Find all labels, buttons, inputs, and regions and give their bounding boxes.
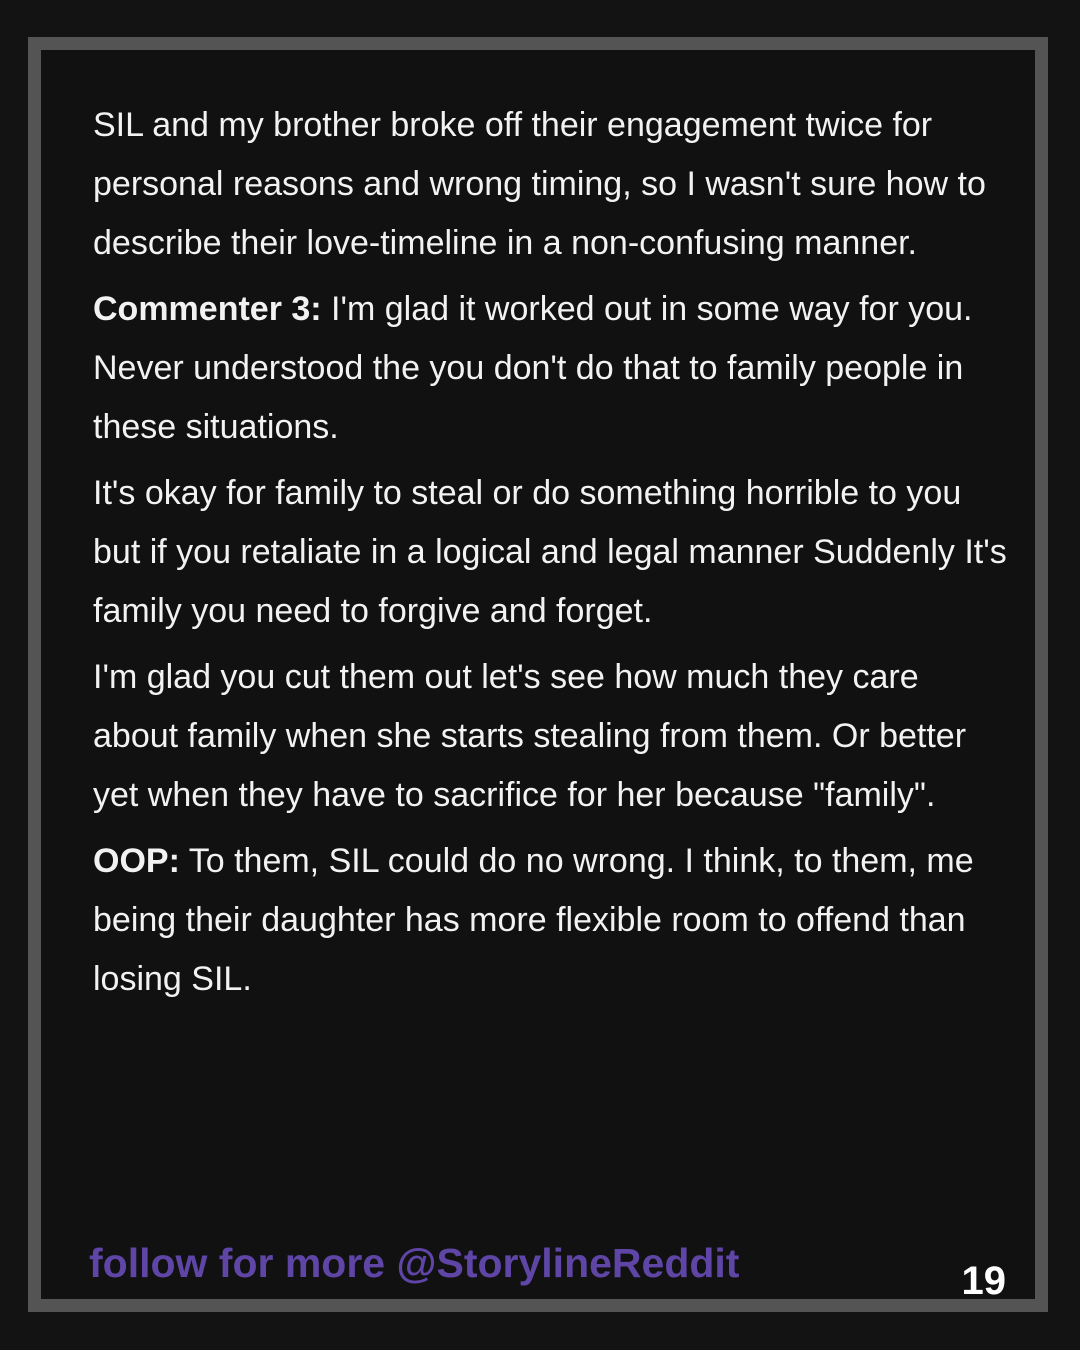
paragraph-text: I'm glad you cut them out let's see how much they care about family when she starts stealing from them. Or better yet when they have to sacrifice for her because "family".: [93, 658, 967, 814]
paragraph-text: SIL and my brother broke off their engagement twice for personal reasons and wrong timing, so I wasn't sure how to describe their love-timeline in a non-confusing manner.: [93, 106, 986, 262]
content-frame: [28, 37, 1048, 1312]
paragraph-5: [93, 832, 1013, 1009]
paragraph-3: [93, 464, 1013, 641]
story-text: [93, 96, 1013, 1016]
paragraph-2: [93, 280, 1013, 457]
paragraph-text: It's okay for family to steal or do something horrible to you but if you retaliate in a logical and legal manner Suddenly It's family you need to forgive and forget.: [93, 474, 1007, 630]
page-number: 19: [961, 1259, 1006, 1303]
speaker-label: Commenter 3:: [93, 290, 322, 328]
paragraph-text: I'm glad it worked out in some way for you. Never understood the you don't do that to family people in these situations.: [93, 290, 973, 446]
paragraph-1: [93, 96, 1013, 273]
speaker-label: OOP:: [93, 842, 180, 880]
follow-handle: follow for more @StorylineReddit: [89, 1240, 740, 1286]
paragraph-4: [93, 648, 1013, 825]
paragraph-text: To them, SIL could do no wrong. I think, to them, me being their daughter has more flexible room to offend than losing SIL.: [93, 842, 974, 998]
